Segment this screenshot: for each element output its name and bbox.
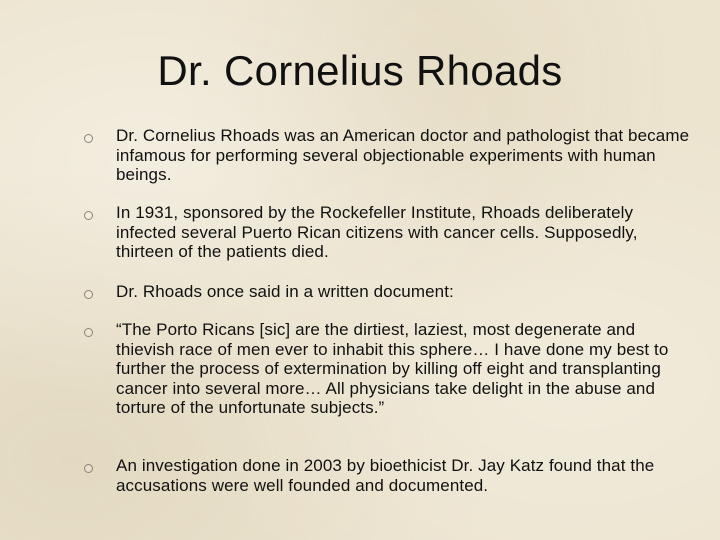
circle-bullet-icon (84, 211, 93, 220)
bullet-text: Dr. Rhoads once said in a written document: (116, 282, 454, 301)
circle-bullet-icon (84, 328, 93, 337)
bullet-text: “The Porto Ricans [sic] are the dirtiest, laziest, most degenerate and thievish race of men ever to inhabit this sphere… I have done my best to further the process of extermination by killing off eight and transplanting cancer into several more… All physicians take delight in the abuse and torture of the unfortunate subjects.” (116, 320, 669, 417)
circle-bullet-icon (84, 134, 93, 143)
circle-bullet-icon (84, 464, 93, 473)
slide-title: Dr. Cornelius Rhoads (157, 47, 563, 94)
bullet-text: In 1931, sponsored by the Rockefeller Institute, Rhoads deliberately infected several Puerto Rican citizens with cancer cells. Supposedly, thirteen of the patients died. (116, 203, 638, 261)
bullet-text: Dr. Cornelius Rhoads was an American doctor and pathologist that became infamous for performing several objectionable experiments with human beings. (116, 126, 690, 184)
bullet-text: An investigation done in 2003 by bioethicist Dr. Jay Katz found that the accusations were well founded and documented. (116, 456, 655, 495)
circle-bullet-icon (84, 290, 93, 299)
